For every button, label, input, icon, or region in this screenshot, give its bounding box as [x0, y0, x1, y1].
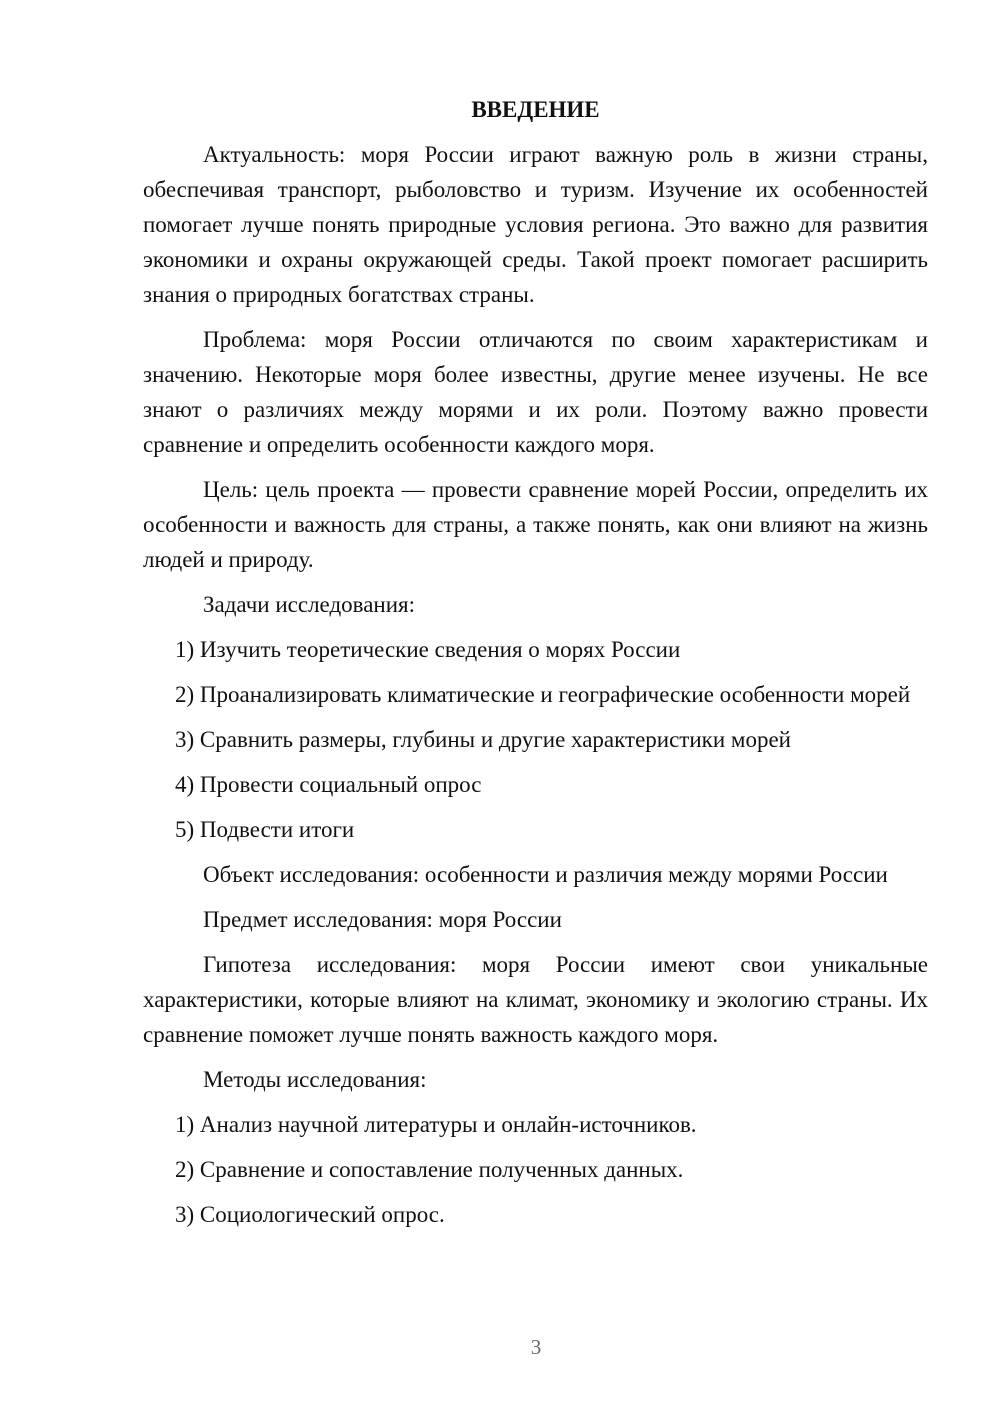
task-item: 5) Подвести итоги	[175, 817, 355, 842]
method-item: 2) Сравнение и сопоставление полученных данных.	[175, 1157, 684, 1182]
tasks-heading: Задачи исследования:	[203, 592, 416, 617]
paragraph-object: Объект исследования: особенности и различия между морями России	[203, 862, 888, 887]
paragraph-problem: Проблема: моря России отличаются по своим характеристикам и значению. Некоторые моря более известны, другие менее изучены. Не все знают о различиях между морями и их роли. Поэтому важно провести сравнение и определить особенности каждого моря.	[143, 327, 928, 457]
task-item: 4) Провести социальный опрос	[175, 772, 482, 797]
document-page	[143, 92, 928, 1242]
paragraph-hypothesis: Гипотеза исследования: моря России имеют свои уникальные характеристики, которые влияют на климат, экономику и экологию страны. Их сравнение поможет лучше понять важность каждого моря.	[143, 952, 928, 1047]
page-number: 3	[530, 1335, 542, 1359]
page-title: ВВЕДЕНИЕ	[471, 97, 600, 122]
method-item: 1) Анализ научной литературы и онлайн-источников.	[175, 1112, 697, 1137]
paragraph-relevance: Актуальность: моря России играют важную роль в жизни страны, обеспечивая транспорт, рыболовство и туризм. Изучение их особенностей помогает лучше понять природные условия региона. Это важно для развития экономики и охраны окружающей среды. Такой проект помогает расширить знания о природных богатствах страны.	[143, 142, 928, 307]
paragraph-subject: Предмет исследования: моря России	[203, 907, 562, 932]
methods-heading: Методы исследования:	[203, 1067, 427, 1092]
task-item: 3) Сравнить размеры, глубины и другие характеристики морей	[175, 727, 791, 752]
task-item: 2) Проанализировать климатические и географические особенности морей	[175, 682, 911, 707]
paragraph-goal: Цель: цель проекта — провести сравнение морей России, определить их особенности и важность для страны, а также понять, как они влияют на жизнь людей и природу.	[143, 477, 928, 572]
task-item: 1) Изучить теоретические сведения о морях России	[175, 637, 681, 662]
method-item: 3) Социологический опрос.	[175, 1202, 445, 1227]
